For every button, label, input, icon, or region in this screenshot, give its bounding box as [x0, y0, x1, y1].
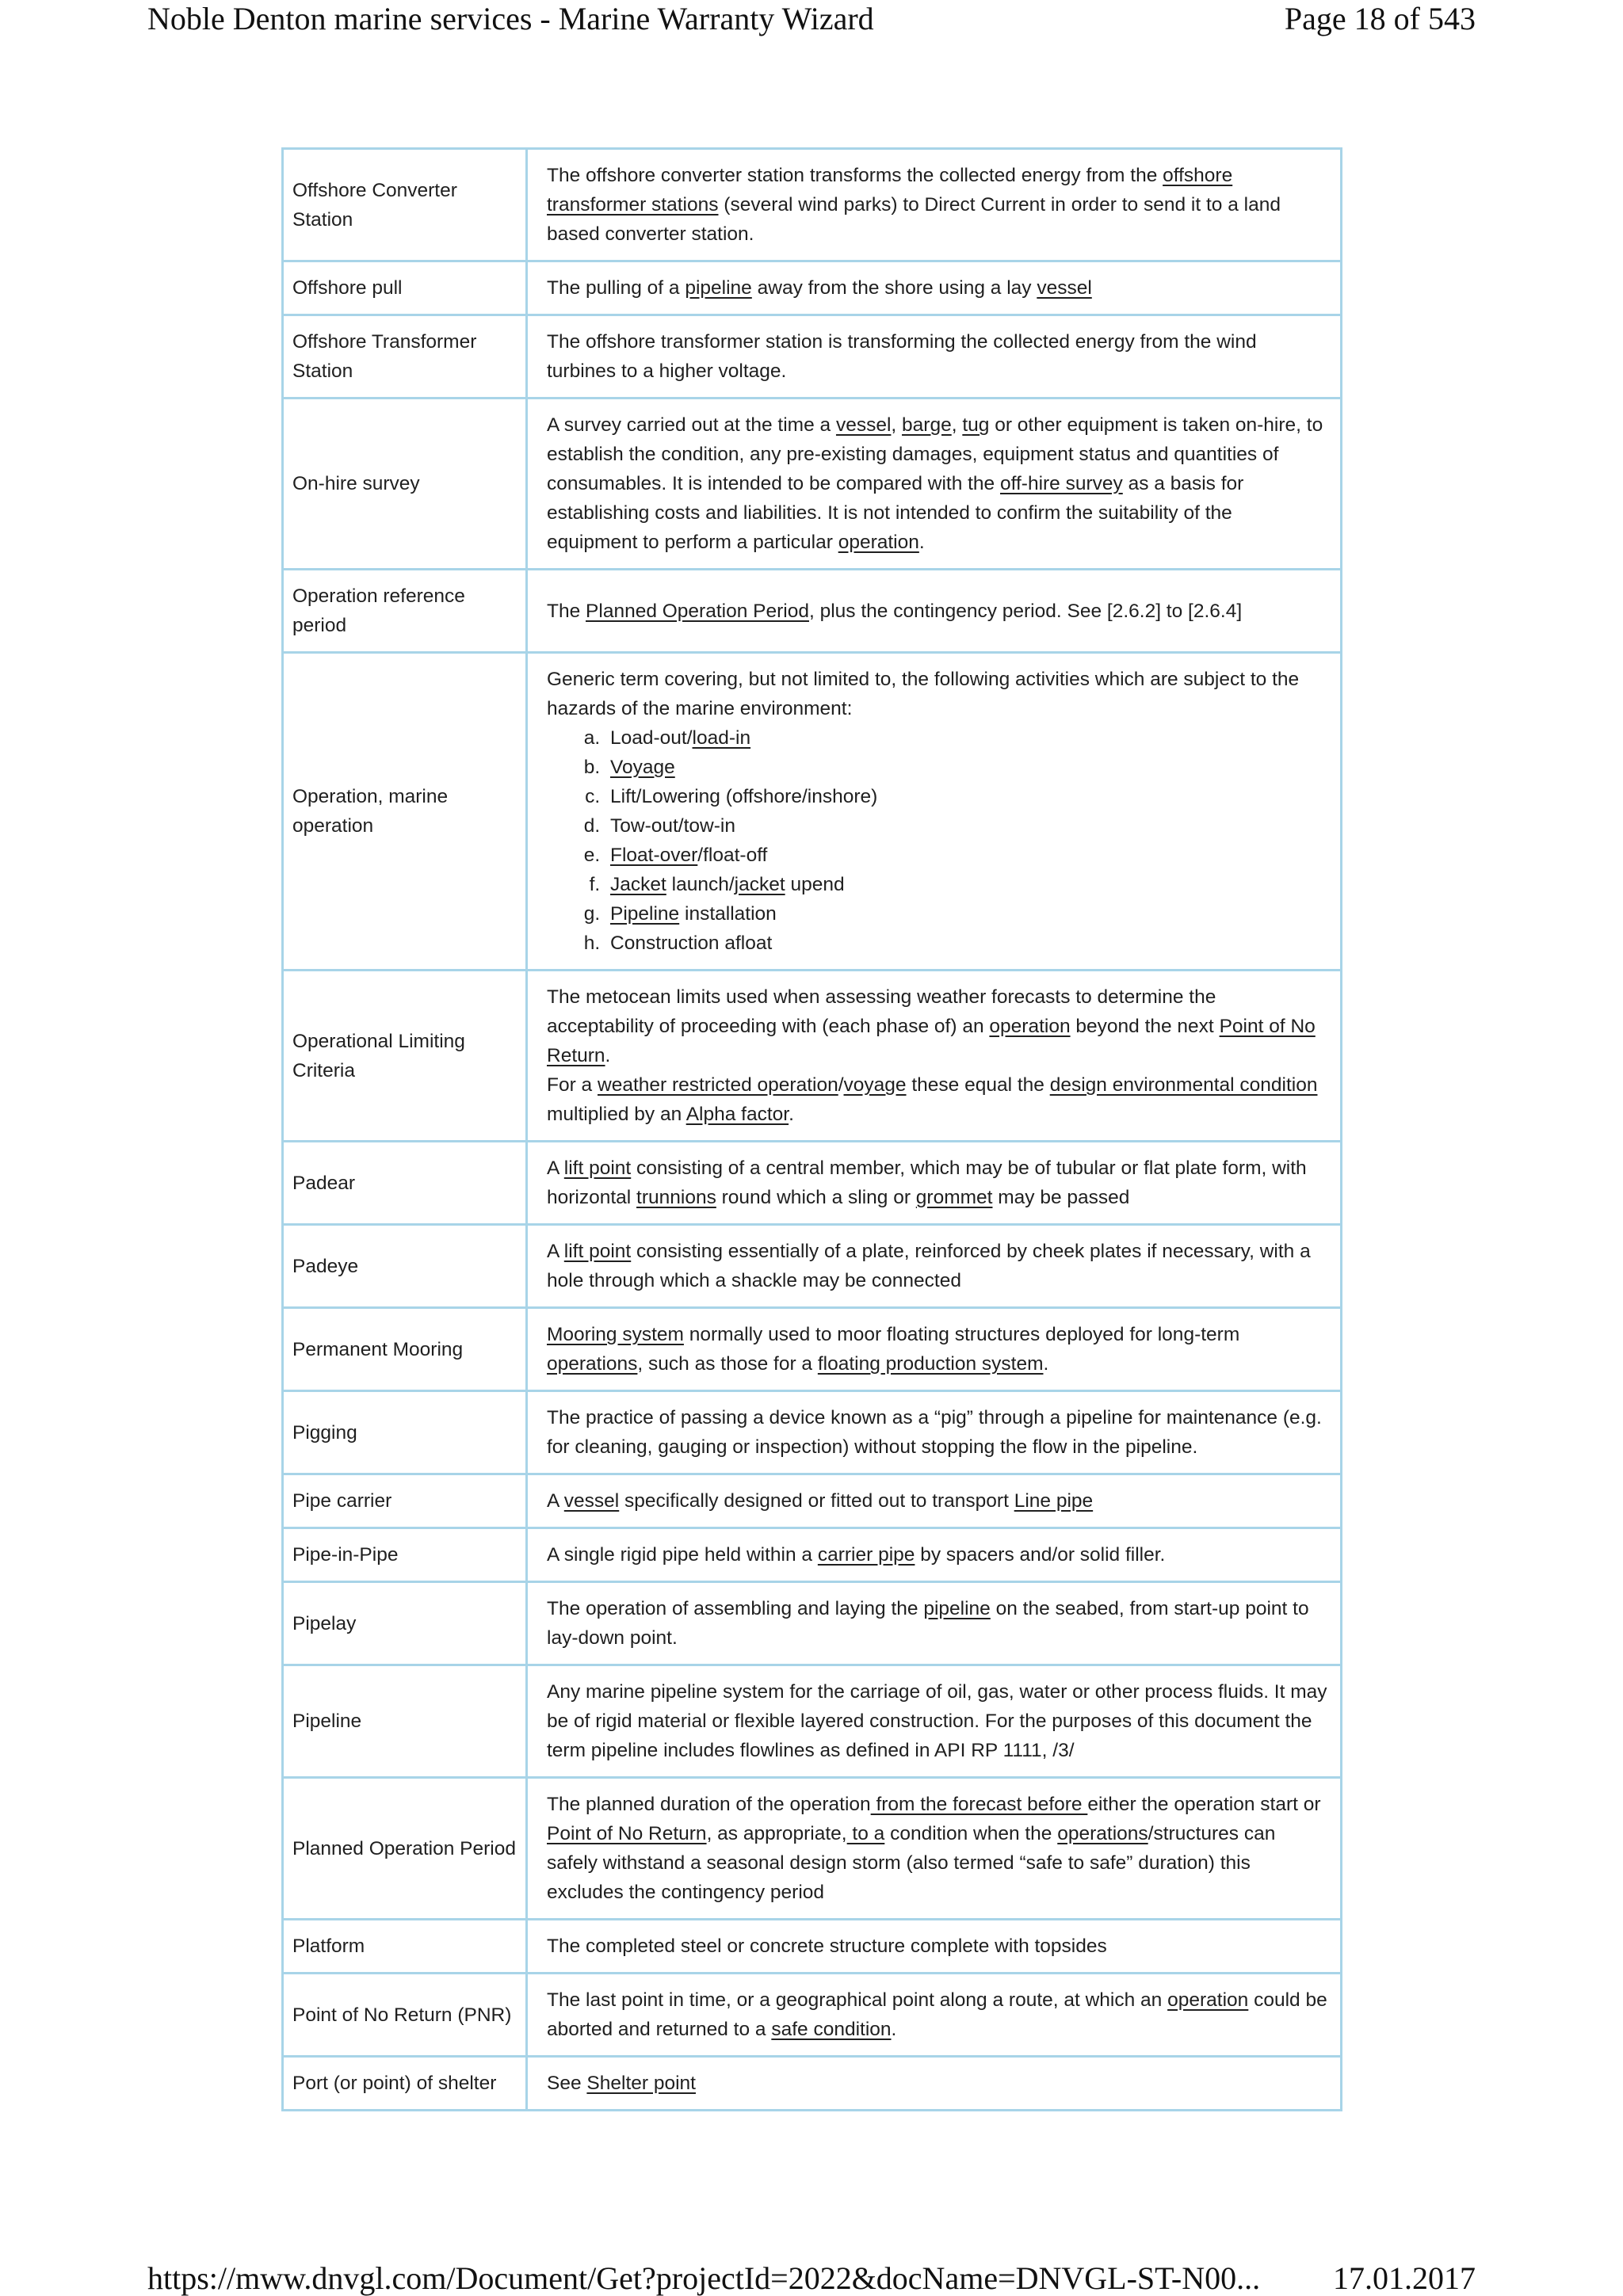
- definition-text: , plus the contingency period. See [2.6.2] to [2.6.4]: [808, 600, 1243, 622]
- glossary-definition: [528, 262, 1340, 314]
- definition-text: Construction afloat: [610, 933, 773, 954]
- glossary-link[interactable]: offshore transformer stations: [547, 165, 1233, 215]
- glossary-definition: [528, 654, 1340, 969]
- definition-text: installation: [679, 903, 777, 925]
- definition-text: .: [891, 2019, 897, 2040]
- glossary-definition: [528, 570, 1340, 651]
- glossary-link[interactable]: voyage: [843, 1074, 907, 1096]
- glossary-link[interactable]: barge: [902, 414, 952, 436]
- definition-text: .: [918, 532, 925, 553]
- glossary-term: Offshore pull: [284, 262, 528, 314]
- definition-text: Any marine pipeline system for the carriage of oil, gas, water or other process fluids. It may be of rigid material or flexible layered construction. For the purposes of this document the term pipeline includes flowlines as defined in API RP 1111, /3/: [547, 1681, 1327, 1761]
- glossary-link[interactable]: operation: [838, 532, 919, 553]
- definition-text: either the operation start or: [1087, 1794, 1321, 1815]
- definition-text: condition when the: [884, 1823, 1058, 1844]
- definition-text: ,: [951, 414, 963, 436]
- glossary-definition: [528, 1779, 1340, 1918]
- definition-text: /float-off: [697, 845, 768, 866]
- document-url[interactable]: https://mww.dnvgl.com/Document/Get?projectId=2022&docName=DNVGL-ST-N00...: [147, 2260, 1261, 2296]
- definition-text: The practice of passing a device known as a “pig” through a pipeline for maintenance (e.g. for cleaning, gauging or inspection) without stopping the flow in the pipeline.: [547, 1407, 1322, 1458]
- print-date: 17.01.2017: [1333, 2260, 1476, 2296]
- glossary-link[interactable]: Shelter point: [586, 2073, 696, 2094]
- glossary-term: Pipe carrier: [284, 1475, 528, 1527]
- definition-text: The: [547, 600, 586, 622]
- glossary-link[interactable]: jacket: [734, 874, 785, 895]
- definition-text: , such as those for a: [637, 1353, 818, 1375]
- glossary-link[interactable]: off-hire survey: [1000, 473, 1123, 494]
- definition-text: launch/: [666, 874, 735, 895]
- definition-text: /: [838, 1074, 844, 1096]
- glossary-row: [281, 971, 1342, 1142]
- glossary-definition: [528, 150, 1340, 260]
- glossary-row: [281, 1583, 1342, 1666]
- glossary-link[interactable]: operation: [989, 1016, 1071, 1037]
- glossary-link[interactable]: load-in: [692, 727, 751, 749]
- glossary-row: [281, 316, 1342, 399]
- document-header-title: Noble Denton marine services - Marine Warranty Wizard: [147, 1, 874, 36]
- glossary-row: [281, 570, 1342, 654]
- definition-text: /structures can safely withstand a seasonal design storm (also termed “safe to safe” duration) this excludes the contingency period: [547, 1823, 1276, 1903]
- glossary-row: [281, 1226, 1342, 1309]
- glossary-link[interactable]: pipeline: [685, 277, 752, 299]
- glossary-term: Padeye: [284, 1226, 528, 1306]
- glossary-definition: [528, 316, 1340, 397]
- glossary-row: [281, 1392, 1342, 1475]
- glossary-link[interactable]: operations: [547, 1353, 638, 1375]
- glossary-link[interactable]: from the forecast before: [870, 1794, 1088, 1815]
- glossary-term: Platform: [284, 1920, 528, 1972]
- glossary-term: Padear: [284, 1142, 528, 1223]
- definition-text: The planned duration of the operation: [547, 1794, 871, 1815]
- glossary-row: [281, 1920, 1342, 1974]
- definition-text: consisting essentially of a plate, reinforced by cheek plates if necessary, with a hole through which a shackle may be connected: [547, 1241, 1311, 1291]
- glossary-definition: [528, 399, 1340, 568]
- definition-text: specifically designed or fitted out to transport: [619, 1490, 1014, 1512]
- definition-text: Generic term covering, but not limited to, the following activities which are subject to the hazards of the marine environment:: [547, 669, 1300, 719]
- definition-text: Tow-out/tow-in: [610, 815, 735, 837]
- definition-text: could be aborted and returned to a: [547, 1989, 1327, 2040]
- definition-text: .: [605, 1045, 611, 1066]
- glossary-link[interactable]: operation: [1167, 1989, 1249, 2011]
- glossary-row: [281, 1974, 1342, 2058]
- list-item: [605, 782, 1327, 811]
- glossary-term: Operation reference period: [284, 570, 528, 651]
- glossary-link[interactable]: grommet: [915, 1187, 993, 1208]
- glossary-link[interactable]: Jacket: [610, 874, 666, 895]
- definition-text: normally used to moor floating structures deployed for long-term: [683, 1324, 1240, 1345]
- glossary-link[interactable]: vessel: [563, 1490, 620, 1512]
- definition-text: by spacers and/or solid filler.: [915, 1544, 1166, 1566]
- glossary-row: [281, 1475, 1342, 1529]
- definition-text: these equal the: [906, 1074, 1050, 1096]
- glossary-row: [281, 147, 1342, 262]
- definition-text: Load-out/: [610, 727, 693, 749]
- definition-text: , as appropriate,: [706, 1823, 847, 1844]
- list-item: [605, 870, 1327, 899]
- glossary-term: Planned Operation Period: [284, 1779, 528, 1918]
- glossary-row: [281, 399, 1342, 570]
- list-item: [605, 929, 1327, 958]
- list-item: [605, 841, 1327, 870]
- definition-text: A survey carried out at the time a: [547, 414, 836, 436]
- glossary-link[interactable]: Alpha factor: [685, 1104, 789, 1125]
- glossary-term: Pipelay: [284, 1583, 528, 1664]
- glossary-definition: [528, 2058, 1340, 2109]
- definition-text: A: [547, 1158, 564, 1179]
- operation-activity-list: [547, 723, 1327, 958]
- definition-text: beyond the next: [1070, 1016, 1220, 1037]
- glossary-row: [281, 654, 1342, 971]
- glossary-link[interactable]: Mooring system: [547, 1324, 684, 1345]
- glossary-definition: [528, 1392, 1340, 1473]
- definition-text: .: [789, 1104, 794, 1125]
- glossary-link[interactable]: vessel: [1037, 277, 1092, 299]
- glossary-term: Port (or point) of shelter: [284, 2058, 528, 2109]
- definition-text: The offshore converter station transforms the collected energy from the: [547, 165, 1163, 186]
- glossary-link[interactable]: floating production system: [817, 1353, 1044, 1375]
- definition-text: upend: [785, 874, 845, 895]
- page-number: Page 18 of 543: [1284, 1, 1476, 36]
- definition-text: on the seabed, from start-up point to lay-down point.: [547, 1598, 1309, 1649]
- glossary-row: [281, 1142, 1342, 1226]
- glossary-definition: [528, 1583, 1340, 1664]
- definition-text: The pulling of a: [547, 277, 685, 299]
- definition-text: consisting of a central member, which may be of tubular or flat plate form, with horizontal: [547, 1158, 1307, 1208]
- glossary-link[interactable]: tug: [962, 414, 990, 436]
- definition-text: See: [547, 2073, 587, 2094]
- definition-text: The operation of assembling and laying the: [547, 1598, 924, 1619]
- definition-text: multiplied by an: [547, 1104, 686, 1125]
- glossary-link[interactable]: pipeline: [923, 1598, 991, 1619]
- glossary-term: Offshore Converter Station: [284, 150, 528, 260]
- glossary-link[interactable]: Pipeline: [610, 903, 680, 925]
- glossary-link[interactable]: carrier pipe: [817, 1544, 915, 1566]
- glossary-row: [281, 1529, 1342, 1583]
- definition-text: A: [547, 1241, 564, 1262]
- glossary-link[interactable]: Planned Operation Period: [586, 600, 809, 622]
- glossary-term: Point of No Return (PNR): [284, 1974, 528, 2055]
- glossary-row: [281, 2058, 1342, 2111]
- glossary-term: Pipe-in-Pipe: [284, 1529, 528, 1581]
- glossary-link[interactable]: lift point: [563, 1158, 632, 1179]
- list-item: [605, 753, 1327, 782]
- glossary-link[interactable]: Point of No Return: [547, 1823, 707, 1844]
- list-item: [605, 723, 1327, 753]
- glossary-table: [281, 147, 1342, 2111]
- glossary-term: Offshore Transformer Station: [284, 316, 528, 397]
- glossary-term: Permanent Mooring: [284, 1309, 528, 1390]
- glossary-definition: [528, 1920, 1340, 1972]
- glossary-link[interactable]: trunnions: [636, 1187, 716, 1208]
- glossary-term: Operational Limiting Criteria: [284, 971, 528, 1140]
- definition-text: .: [1043, 1353, 1049, 1375]
- glossary-definition: [528, 1974, 1340, 2055]
- glossary-link[interactable]: Float-over: [610, 845, 698, 866]
- glossary-row: [281, 262, 1342, 316]
- definition-text: as a basis for establishing costs and liabilities. It is not intended to confirm the suitability of the equipment to perform a particular: [547, 473, 1244, 553]
- definition-text: may be passed: [992, 1187, 1130, 1208]
- definition-text: A: [547, 1490, 564, 1512]
- glossary-definition: [528, 1309, 1340, 1390]
- definition-text: For a: [547, 1074, 598, 1096]
- glossary-row: [281, 1666, 1342, 1779]
- glossary-definition: [528, 1142, 1340, 1223]
- list-item: [605, 899, 1327, 929]
- glossary-link[interactable]: lift point: [563, 1241, 632, 1262]
- glossary-link[interactable]: Voyage: [610, 757, 675, 778]
- list-item: [605, 811, 1327, 841]
- glossary-row: [281, 1309, 1342, 1392]
- glossary-definition: [528, 1529, 1340, 1581]
- definition-text: or other equipment is taken on-hire, to establish the condition, any pre-existing damages, equipment status and quantities of consumables. It is intended to be compared with the: [547, 414, 1323, 494]
- glossary-link[interactable]: weather restricted operation: [598, 1074, 838, 1096]
- glossary-definition: [528, 971, 1340, 1140]
- glossary-term: Pipeline: [284, 1666, 528, 1776]
- glossary-link[interactable]: vessel: [835, 414, 892, 436]
- glossary-definition: [528, 1475, 1340, 1527]
- definition-text: A single rigid pipe held within a: [547, 1544, 818, 1566]
- definition-text: The metocean limits used when assessing weather forecasts to determine the acceptability of proceeding with (each phase of) an: [547, 986, 1216, 1037]
- definition-text: Lift/Lowering (offshore/inshore): [610, 786, 878, 807]
- definition-text: ,: [891, 414, 903, 436]
- glossary-link[interactable]: safe condition: [771, 2019, 892, 2040]
- glossary-term: Operation, marine operation: [284, 654, 528, 969]
- definition-text: round which a sling or: [716, 1187, 916, 1208]
- definition-text: away from the shore using a lay: [751, 277, 1037, 299]
- glossary-link[interactable]: Point of No Return: [547, 1016, 1316, 1066]
- definition-text: The offshore transformer station is transforming the collected energy from the wind turbines to a higher voltage.: [547, 331, 1257, 382]
- definition-text: The completed steel or concrete structure complete with topsides: [547, 1936, 1107, 1957]
- glossary-link[interactable]: operations: [1057, 1823, 1148, 1844]
- definition-text: The last point in time, or a geographical point along a route, at which an: [547, 1989, 1168, 2011]
- glossary-definition: [528, 1226, 1340, 1306]
- glossary-link[interactable]: design environmental condition: [1049, 1074, 1318, 1096]
- glossary-link[interactable]: to a: [846, 1823, 885, 1844]
- glossary-term: On-hire survey: [284, 399, 528, 568]
- definition-text: (several wind parks) to Direct Current in order to send it to a land based converter station.: [547, 194, 1281, 245]
- glossary-definition: [528, 1666, 1340, 1776]
- glossary-term: Pigging: [284, 1392, 528, 1473]
- glossary-row: [281, 1779, 1342, 1920]
- glossary-link[interactable]: Line pipe: [1014, 1490, 1094, 1512]
